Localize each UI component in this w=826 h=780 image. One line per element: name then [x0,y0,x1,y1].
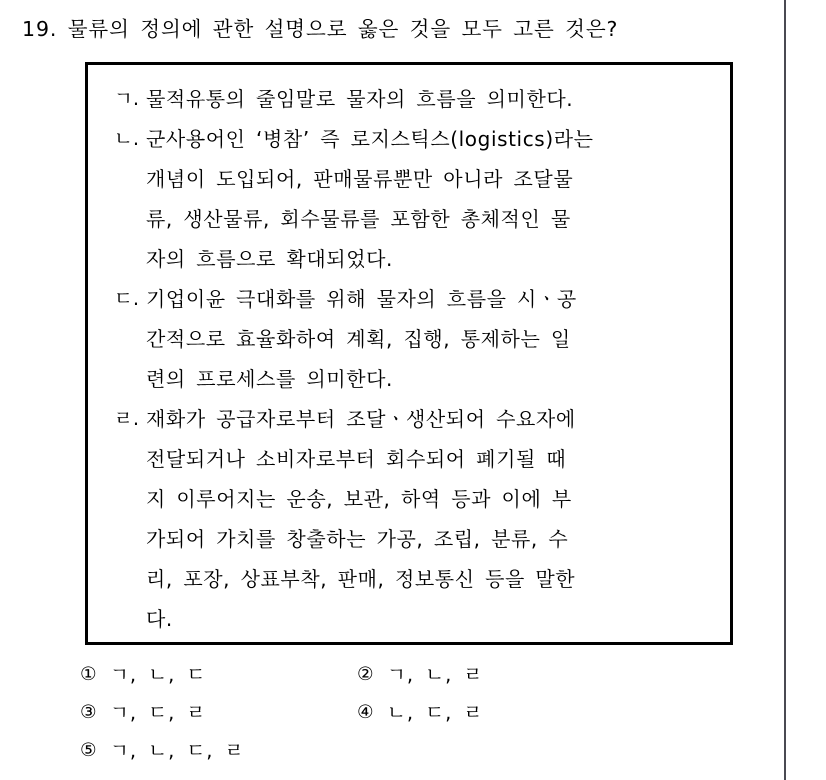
passage-item-marker: ㄷ. [114,287,140,310]
passage-item-body [146,119,718,279]
answer-choice-row [80,738,740,776]
passage-item-body [146,399,718,639]
answer-choice-④[interactable] [357,700,634,726]
passage-item-line: 개념이 도입되어, 판매물류뿐만 아니라 조달물 [146,167,574,191]
question-number: 19. [22,17,58,41]
passage-item-line: 가되어 가치를 창출하는 가공, 조립, 분류, 수 [146,527,569,551]
passage-item-line: 련의 프로세스를 의미한다. [146,367,393,391]
passage-item-line: 재화가 공급자로부터 조달ㆍ생산되어 수요자에 [146,407,576,431]
answer-choice-number: ④ [357,702,374,723]
passage-item-body [146,79,718,119]
passage-item [114,119,718,279]
passage-item-line: 물적유통의 줄임말로 물자의 흐름을 의미한다. [146,87,574,111]
answer-choice-①[interactable] [80,662,357,688]
answer-choice-number: ② [357,664,374,685]
answer-choice-text: ㄱ, ㄴ, ㄷ [110,663,207,686]
answer-choice-number: ③ [80,702,97,723]
question-text: 물류의 정의에 관한 설명으로 옳은 것을 모두 고른 것은? [67,17,619,41]
answer-choice-row [80,700,740,738]
answer-choice-③[interactable] [80,700,357,726]
passage-item-marker: ㄴ. [114,127,140,150]
passage-item-line: 지 이루어지는 운송, 보관, 하역 등과 이에 부 [146,487,572,511]
answer-choice-list [80,662,740,776]
answer-choice-text: ㄱ, ㄴ, ㄹ [387,663,484,686]
passage-item-line: 류, 생산물류, 회수물류를 포함한 총체적인 물 [146,207,571,231]
passage-item-line: 기업이윤 극대화를 위해 물자의 흐름을 시ㆍ공 [146,287,577,311]
passage-item-line: 군사용어인 ‘병참’ 즉 로지스틱스(logistics)라는 [146,127,594,151]
answer-choice-text: ㄱ, ㄴ, ㄷ, ㄹ [110,739,245,762]
passage-item-body [146,279,718,399]
passage-item [114,79,718,119]
passage-item-line: 리, 포장, 상표부착, 판매, 정보통신 등을 말한 [146,567,576,591]
passage-item-line: 전달되거나 소비자로부터 회수되어 폐기될 때 [146,447,567,471]
question-stem [22,14,762,44]
page-edge-rule [784,0,786,780]
passage-item-line: 간적으로 효율화하여 계획, 집행, 통제하는 일 [146,327,571,351]
passage-item-line: 자의 흐름으로 확대되었다. [146,247,393,271]
passage-item-marker: ㄹ. [114,407,140,430]
passage-item [114,399,718,639]
answer-choice-text: ㄱ, ㄷ, ㄹ [110,701,207,724]
passage-item [114,279,718,399]
passage-item-marker: ㄱ. [114,87,140,110]
passage-box [85,62,733,645]
answer-choice-row [80,662,740,700]
answer-choice-②[interactable] [357,662,634,688]
answer-choice-number: ⑤ [80,740,97,761]
answer-choice-number: ① [80,664,97,685]
passage-item-line: 다. [146,607,173,631]
passage-item-list [114,79,718,639]
answer-choice-⑤[interactable] [80,738,357,764]
answer-choice-text: ㄴ, ㄷ, ㄹ [387,701,484,724]
